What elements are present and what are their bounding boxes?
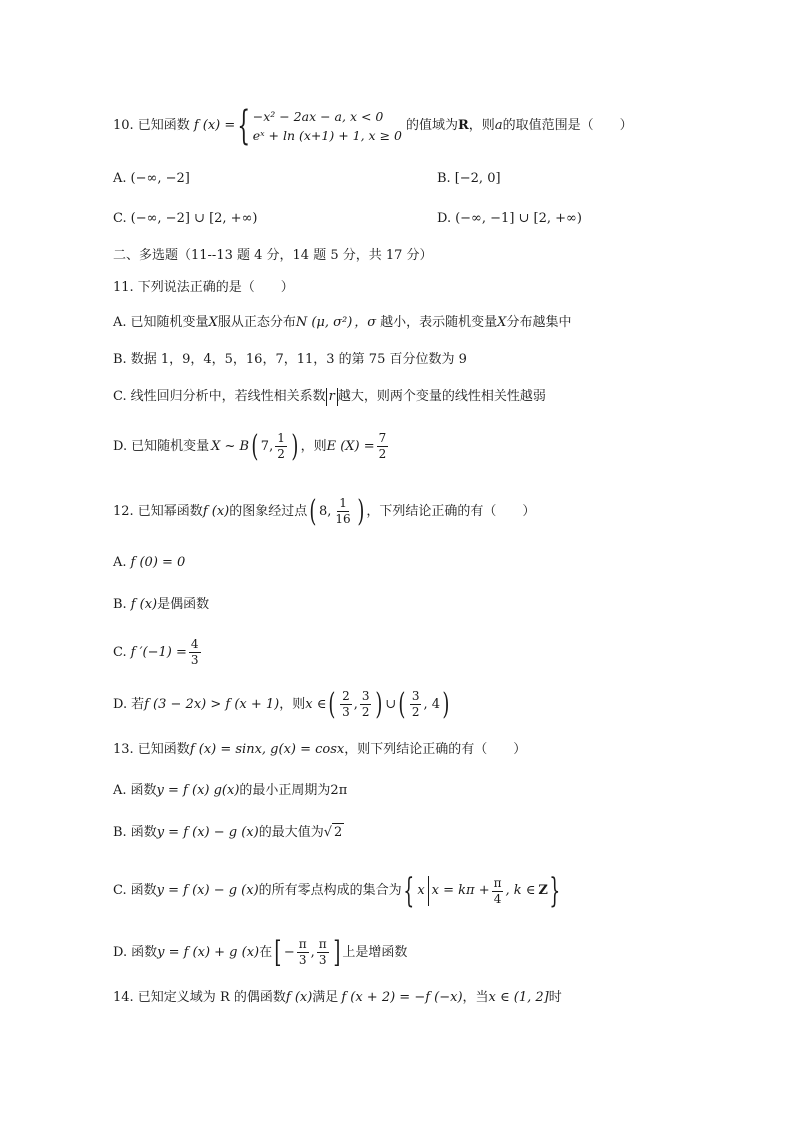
- q11-d-pre: 已知随机变量: [131, 438, 210, 454]
- q12-d-frac1: [340, 689, 352, 720]
- q12-f: f (x): [202, 503, 230, 519]
- q13-option-c: [113, 871, 562, 911]
- q13-d-n2: π: [318, 937, 327, 951]
- q12-a-text: f (0) = 0: [130, 555, 186, 570]
- q11-d-den: 2: [277, 447, 285, 461]
- q11-c-post: 越大，则两个变量的线性相关性越弱: [337, 389, 546, 404]
- q11-c-r: r: [326, 388, 338, 406]
- q13-d-mid: 在: [259, 944, 273, 960]
- q12-fraction: [333, 496, 352, 527]
- q10-option-b-label: B.: [437, 171, 451, 186]
- q13-stem: [113, 741, 526, 759]
- q14-comma: ，当: [462, 990, 489, 1005]
- q10-option-b: [437, 170, 501, 188]
- q11-a-sig: ，σ: [354, 315, 377, 330]
- q12-d-label: D.: [113, 696, 128, 712]
- q13-d-d2: 3: [318, 953, 327, 967]
- q14-eq: f (x + 2) = −f (−x): [341, 990, 463, 1005]
- q10-option-d-text: (−∞, −1] ∪ [2, +∞): [455, 211, 582, 226]
- q11-d-label: D.: [113, 438, 128, 454]
- q12-c-pre: f ′(−1) =: [130, 644, 187, 660]
- q12-d-four: , 4: [423, 696, 441, 712]
- q10-tail-c: 的取值范围是（ ）: [502, 118, 633, 133]
- q13-c-x: x: [417, 883, 425, 898]
- q14-cond: x ∈ (1, 2]: [488, 990, 549, 1005]
- q10-brace: {: [237, 103, 251, 149]
- q12-d-lparen1: (: [328, 686, 336, 722]
- q13-c-cond-b: , k ∈: [505, 883, 536, 898]
- q13-d-frac2: [317, 937, 329, 968]
- q11-option-c: [113, 388, 546, 406]
- q12-c-num: 4: [190, 637, 199, 651]
- q13-b-val: 2: [334, 825, 343, 840]
- q13-pre: 13. 已知函数: [113, 742, 190, 757]
- q10-a: a: [494, 118, 503, 133]
- q10-fx: f (x) =: [193, 118, 236, 133]
- sqrt-icon: √: [323, 824, 333, 840]
- q12-b-text: 是偶函数: [157, 597, 210, 612]
- q11-a-post: 越小，表示随机变量: [380, 315, 498, 330]
- q11-a-N: N (μ, σ²): [295, 315, 353, 330]
- q10-piece2: eˣ + ln (x+1) + 1, x ≥ 0: [252, 128, 402, 143]
- section-heading-multiple-choice: [113, 247, 433, 265]
- q13-c-pre: 函数: [130, 883, 157, 898]
- q13-a-label: A.: [113, 783, 127, 798]
- q10-option-b-text: [−2, 0]: [454, 171, 501, 186]
- q12-option-d: D. 若 f (3 − 2x) > f (x + 1) ，则 x ∈ ( $\frac{2}{3}$ , $\frac{3}{2}$ ) ∪ ( $\frac{3}{2}$ , 4 ): [113, 686, 450, 722]
- q12-d-ineq: f (3 − 2x) > f (x + 1): [144, 696, 280, 712]
- q11-d-fraction2: [377, 431, 389, 462]
- q13-d-eq: y = f (x) + g (x): [157, 944, 260, 960]
- q10-option-c: [113, 210, 257, 228]
- q11-d-E: E (X) =: [326, 438, 375, 454]
- q11-a-label: A.: [113, 315, 127, 330]
- q14-pre: 14. 已知定义域为 R 的偶函数: [113, 990, 286, 1005]
- q12-a-label: A.: [113, 555, 127, 570]
- q11-option-b: [113, 351, 467, 369]
- q13-option-b: [113, 823, 344, 842]
- q13-funcs: f (x) = sinx, g(x) = cosx: [189, 742, 345, 757]
- q12-mid: 的图象经过点: [229, 503, 308, 519]
- q12-d-lparen2: (: [398, 686, 406, 722]
- q12-c-den: 3: [190, 653, 199, 667]
- q12-d-n1: 2: [342, 689, 350, 703]
- q13-d-pre: 函数: [131, 944, 158, 960]
- q11-d-den2: 2: [378, 447, 387, 461]
- q13-a-pre: 函数: [130, 783, 157, 798]
- q10-R: R: [457, 118, 469, 133]
- q12-den: 16: [335, 512, 351, 526]
- q13-c-den: 4: [493, 891, 502, 906]
- q13-c-label: C.: [113, 883, 127, 898]
- q13-c-setbar: [428, 876, 429, 906]
- q12-pre: 12. 已知幂函数: [113, 503, 203, 519]
- q12-d-union: ∪: [385, 696, 397, 712]
- q12-d-rparen1: ): [375, 686, 383, 722]
- q12-d-x: x ∈: [305, 696, 327, 712]
- q12-d-n2: 3: [361, 689, 370, 703]
- q13-option-a: [113, 782, 347, 800]
- q13-c-cond-a: x = kπ +: [431, 883, 490, 898]
- q13-c-rbrace: }: [549, 871, 561, 911]
- q13-d-d1: 3: [298, 953, 307, 967]
- q13-a-mid: 的最小正周期为: [239, 783, 331, 798]
- q13-a-val: 2π: [330, 783, 348, 798]
- q10-lead: 10. 已知函数: [113, 118, 190, 133]
- q13-c-fraction: [492, 876, 504, 907]
- q13-d-post: 上是增函数: [342, 944, 408, 960]
- q13-option-d: [113, 934, 408, 970]
- q11-a-pre: 已知随机变量: [130, 315, 209, 330]
- q11-a-X: X: [208, 315, 218, 330]
- q13-d-n1: π: [298, 937, 307, 951]
- q13-c-eq: y = f (x) − g (x): [156, 883, 259, 898]
- q11-option-a: [113, 314, 571, 332]
- q10-tail-a: 的值域为: [405, 118, 458, 133]
- q11-a-end: 分布越集中: [506, 315, 572, 330]
- q12-d-d2: 2: [361, 705, 370, 719]
- q12-d-frac2: [360, 689, 372, 720]
- q12-option-a: [113, 554, 185, 572]
- q12-stem: [113, 493, 536, 529]
- q13-b-mid: 的最大值为: [258, 824, 324, 840]
- q12-option-c: [113, 637, 203, 668]
- q11-a-mid: 服从正态分布: [217, 315, 296, 330]
- q11-b-text: 数据 1，9，4，5，16，7，11，3 的第 75 百分位数为 9: [130, 352, 467, 367]
- q13-d-frac1: [297, 937, 309, 968]
- q12-c-fraction: [189, 637, 201, 668]
- q13-c-mid: 的所有零点构成的集合为: [258, 883, 402, 898]
- q12-num: 1: [339, 496, 347, 510]
- q14-mid: 满足: [312, 990, 339, 1005]
- q11-stem: [113, 279, 294, 297]
- q10-option-a-label: A.: [113, 171, 127, 186]
- q12-d-d3: 2: [411, 705, 420, 719]
- q11-b-label: B.: [113, 352, 127, 367]
- q12-pt8: 8,: [318, 503, 332, 519]
- q13-c-num: π: [493, 875, 502, 890]
- q10-option-a: [113, 170, 190, 188]
- q10-piece1: −x² − 2ax − a, x < 0: [252, 109, 384, 124]
- q12-d-n3: 3: [411, 689, 420, 703]
- q12-d-frac3: [410, 689, 422, 720]
- q11-d-seven: 7,: [260, 438, 274, 454]
- q13-b-label: B.: [113, 824, 127, 840]
- q10-option-d-label: D.: [437, 211, 452, 226]
- q11-d-fraction: [275, 431, 287, 462]
- q10-option-c-label: C.: [113, 211, 127, 226]
- q13-b-pre: 函数: [130, 824, 157, 840]
- q10-option-c-text: (−∞, −2] ∪ [2, +∞): [130, 211, 258, 226]
- q12-post: ，下列结论正确的有（ ）: [366, 503, 536, 519]
- q11-c-label: C.: [113, 389, 127, 404]
- q10-tail-b: ，则: [468, 118, 495, 133]
- q13-d-lbracket: [: [274, 934, 282, 970]
- q11-c-pre: 线性回归分析中，若线性相关系数: [130, 389, 326, 404]
- q12-d-d1: 3: [342, 705, 350, 719]
- q13-d-label: D.: [113, 944, 128, 960]
- q12-b-label: B.: [113, 597, 127, 612]
- q11-d-lparen: (: [251, 428, 259, 464]
- q13-c-Z: Z: [538, 883, 548, 898]
- q11-d-num: 1: [277, 431, 285, 445]
- q13-c-lbrace: {: [403, 871, 414, 911]
- q10-option-a-text: (−∞, −2]: [130, 171, 190, 186]
- q11-d-mid: ，则: [300, 438, 327, 454]
- q14-post: 时: [548, 990, 562, 1005]
- section-heading-text: 二、多选题（11--13 题 4 分，14 题 5 分，共 17 分）: [113, 248, 433, 263]
- q11-d-rparen: ): [291, 428, 299, 464]
- q11-stem-text: 11. 下列说法正确的是（ ）: [113, 280, 294, 295]
- q13-b-eq: y = f (x) − g (x): [156, 824, 259, 840]
- q10-option-d: [437, 210, 582, 228]
- q12-option-b: [113, 596, 209, 614]
- q13-a-eq: y = f (x) g(x): [156, 783, 240, 798]
- q12-d-mid: ，则: [279, 696, 306, 712]
- q12-d-pre: 若: [131, 696, 145, 712]
- q11-option-d: [113, 428, 390, 464]
- q13-d-rbracket: ]: [333, 934, 341, 970]
- q12-rparen: ): [357, 493, 365, 529]
- q12-c-label: C.: [113, 644, 127, 660]
- q13-post: ，则下列结论正确的有（ ）: [344, 742, 527, 757]
- q11-d-X: X ~ B: [211, 438, 250, 454]
- q11-a-X2: X: [497, 315, 507, 330]
- q13-d-comma: ,: [310, 944, 315, 960]
- q10-piecewise: [253, 107, 402, 145]
- q14-stem: [113, 989, 562, 1007]
- q12-lparen: (: [309, 493, 317, 529]
- q11-d-num2: 7: [378, 431, 387, 445]
- q10-stem: [113, 103, 633, 149]
- q12-d-rparen2: ): [442, 686, 450, 722]
- q13-d-minus: −: [283, 944, 295, 960]
- q14-f: f (x): [285, 990, 313, 1005]
- q12-b-f: f (x): [130, 597, 158, 612]
